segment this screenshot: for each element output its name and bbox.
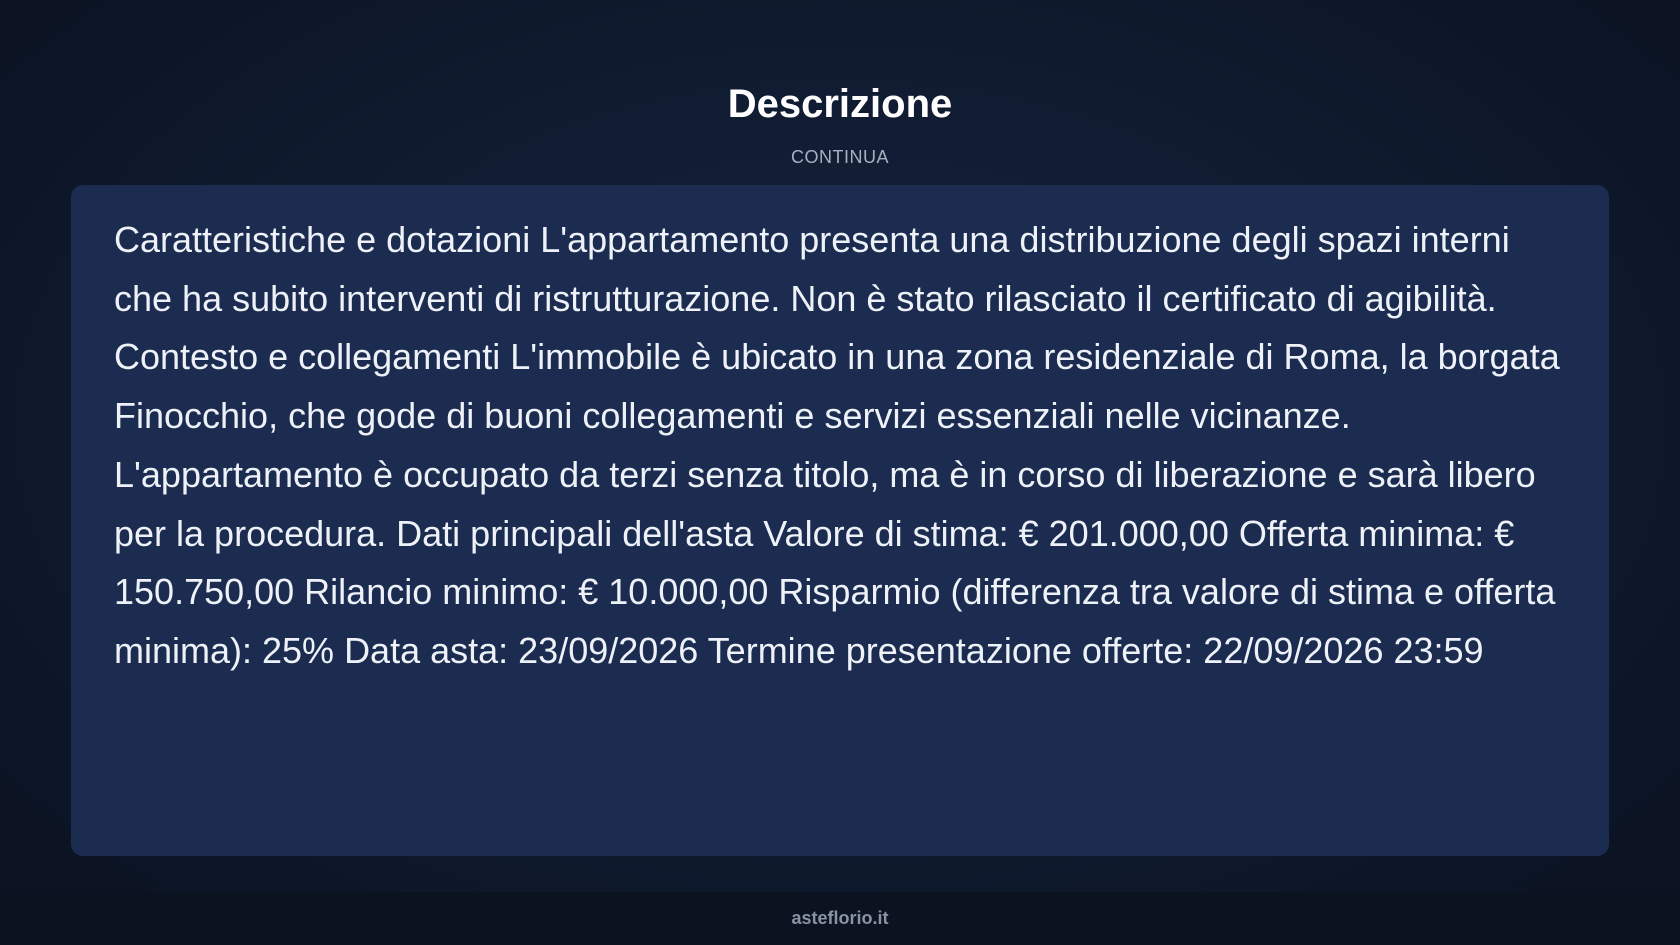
page-title: Descrizione (727, 82, 953, 126)
continue-link[interactable]: CONTINUA (791, 147, 889, 167)
footer-bar (0, 892, 1680, 945)
description-card (71, 185, 1609, 856)
description-text: Caratteristiche e dotazioni L'appartamento presenta una distribuzione degli spazi interni che ha subito interventi di ristrutturazione. Non è stato rilasciato il certificato di agibilità. Contesto e collegamenti L'immobile è ubicato in una zona residenziale di Roma, la borgata Finocchio, che gode di buoni collegamenti e servizi essenziali nelle vicinanze. L'appartamento è occupato da terzi senza titolo, ma è in corso di liberazione e sarà libero per la procedura. Dati principali dell'asta Valore di stima: € 201.000,00 Offerta minima: € 150.750,00 Rilancio minimo: € 10.000,00 Risparmio (differenza tra valore di stima e offerta minima): 25% Data asta: 23/09/2026 Termine presentazione offerte: 22/09/2026 23:59 (114, 219, 1560, 671)
footer-site-label: asteflorio.it (791, 908, 889, 928)
